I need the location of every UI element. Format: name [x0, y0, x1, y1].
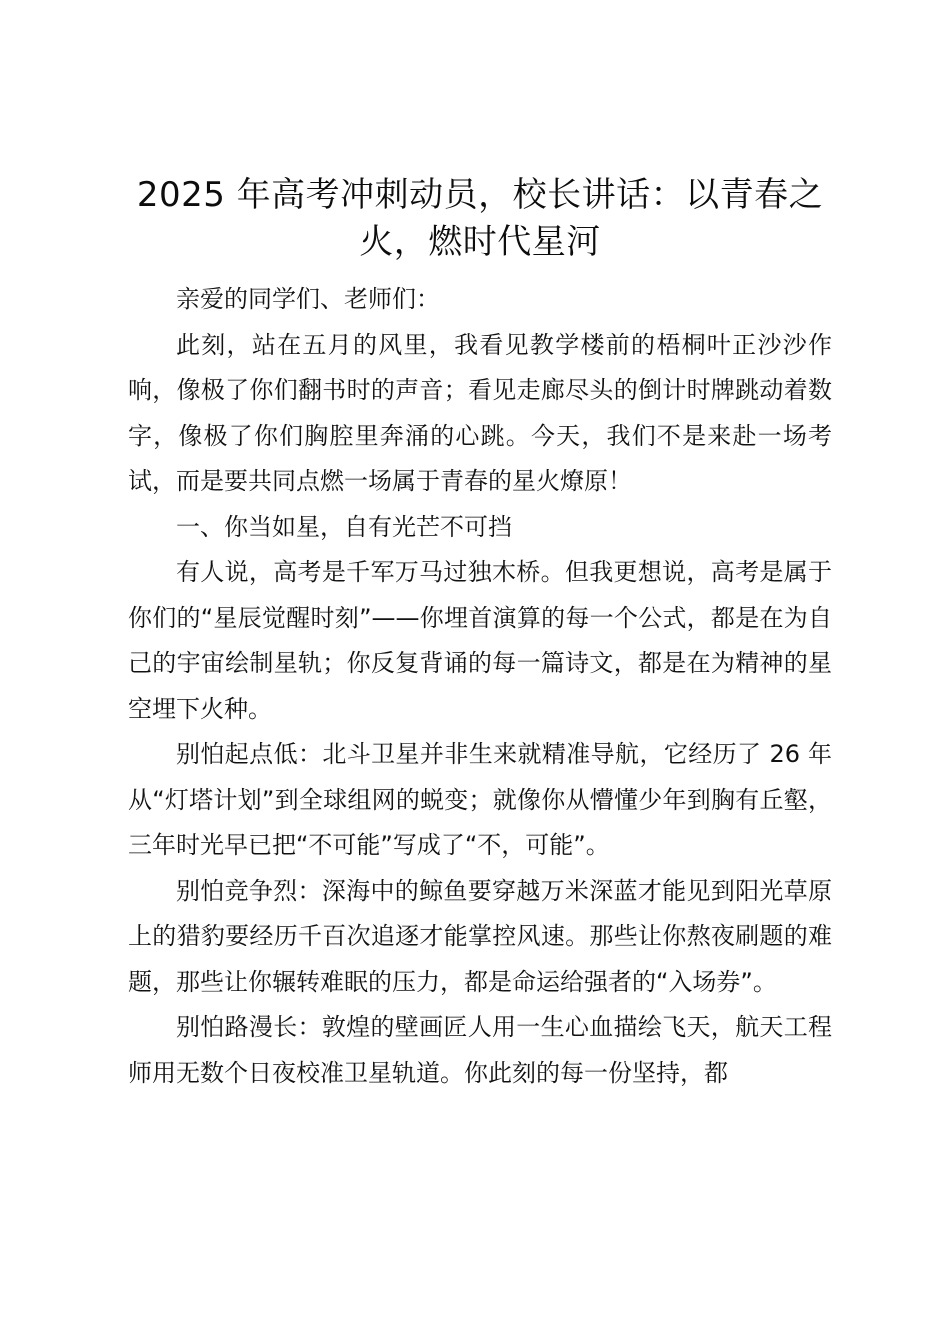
section-heading-1: 一、你当如星，自有光芒不可挡: [176, 512, 512, 541]
salutation: 亲爱的同学们、老师们：: [176, 285, 440, 313]
paragraph-start-low: 别怕起点低：北斗卫星并非生来就精准导航，它经历了 26 年从“灯塔计划”到全球组网的蜕变；就像你从懵懂少年到胸有丘壑，三年时光早已把“不可能”写成了“不，可能”。: [128, 740, 832, 859]
document-title: 2025 年高考冲刺动员，校长讲话：以青春之火，燃时代星河: [136, 175, 824, 262]
paragraph-gaokao: 有人说，高考是千军万马过独木桥。但我更想说，高考是属于你们的“星辰觉醒时刻”——你埋首演算的每一个公式，都是在为自己的宇宙绘制星轨；你反复背诵的每一篇诗文，都是在为精神的星空埋下火种。: [128, 558, 832, 723]
paragraph-competition: 别怕竞争烈：深海中的鲸鱼要穿越万米深蓝才能见到阳光草原上的猎豹要经历千百次追逐才能掌控风速。那些让你熬夜刷题的难题，那些让你辗转难眠的压力，都是命运给强者的“入场券”。: [128, 876, 832, 996]
paragraph-long-road: 别怕路漫长：敦煌的壁画匠人用一生心血描绘飞天，航天工程师用无数个日夜校准卫星轨道。你此刻的每一份坚持，都: [128, 1013, 832, 1087]
document-page: [128, 172, 832, 1096]
paragraph-intro: 此刻，站在五月的风里，我看见教学楼前的梧桐叶正沙沙作响，像极了你们翻书时的声音；看见走廊尽头的倒计时牌跳动着数字，像极了你们胸腔里奔涌的心跳。今天，我们不是来赴一场考试，而是要共同点燃一场属于青春的星火燎原！: [128, 330, 832, 495]
